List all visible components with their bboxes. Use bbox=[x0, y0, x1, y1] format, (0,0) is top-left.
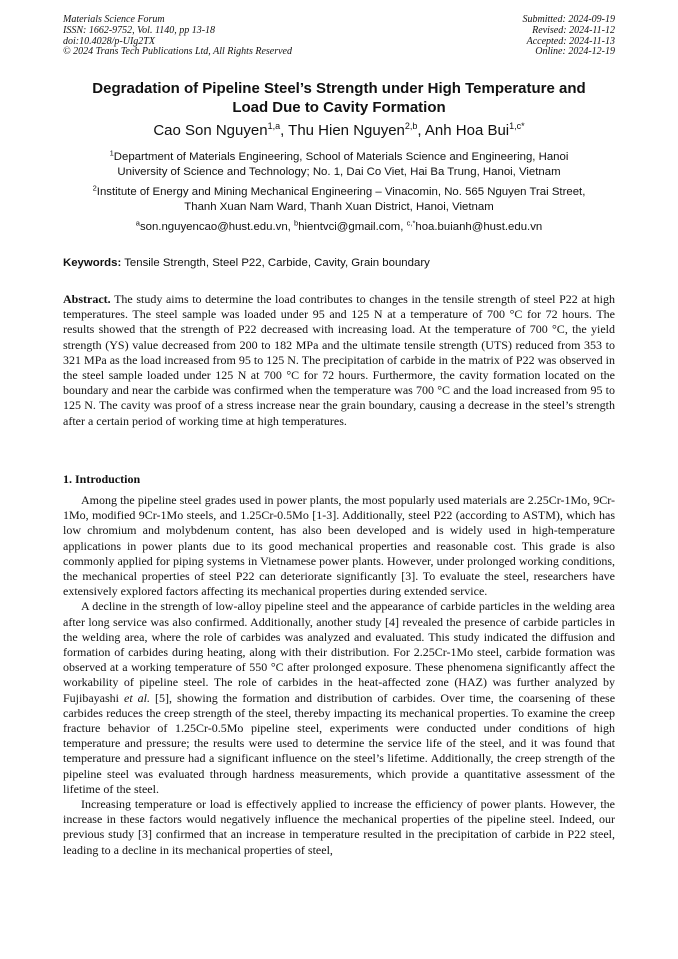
author-name: Cao Son Nguyen bbox=[153, 122, 268, 139]
author-name: Anh Hoa Bui bbox=[424, 122, 510, 139]
email-link[interactable]: hoa.buianh@hust.edu.vn bbox=[415, 221, 543, 233]
date-submitted: Submitted: 2024-09-19 bbox=[522, 14, 615, 25]
paper-title bbox=[63, 80, 615, 117]
author-list: Cao Son Nguyen$^{1,a}$, Thu Hien Nguyen$^{2,b}$, Anh Hoa Bui$^{1,c*}$ bbox=[153, 121, 525, 139]
date-accepted: Accepted: 2024-11-13 bbox=[526, 35, 615, 47]
section-heading-introduction: 1. Introduction bbox=[63, 472, 141, 486]
email-link[interactable]: hientvci@gmail.com bbox=[298, 221, 401, 233]
journal-header bbox=[63, 15, 292, 58]
affiliation-mark: 1 bbox=[109, 148, 114, 158]
paper-title-line: Degradation of Pipeline Steel’s Strength under High Temperature and bbox=[92, 80, 586, 97]
email-mark: a bbox=[135, 218, 140, 228]
keywords-text: Tensile Strength, Steel P22, Carbide, Cavity, Grain boundary bbox=[124, 257, 430, 269]
author-affiliation-mark: 1,c* bbox=[509, 121, 525, 131]
email-mark: b bbox=[294, 218, 299, 228]
paragraph: Among the pipeline steel grades used in power plants, the most popularly used materials are 2.25Cr-1Mo, 9Cr-1Mo, modified 9Cr-1Mo steels, and 1.25Cr-0.5Mo [1-3]. Additionally, steel P22 (according to ASTM), which has low chromium and molybdenum content, has also been developed and is widely used in high-temperature applications in power plants due to its good mechanical properties and reasonable cost. This grade is also commonly applied for piping systems in Vietnamese power plants. However, under prolonged working conditions, the mechanical properties of steel P22 can deteriorate significantly [3]. To evaluate the steel, researchers have extensively explored factors affecting its mechanical properties during extended service. bbox=[63, 493, 615, 599]
abstract-label: Abstract. bbox=[63, 292, 111, 306]
submission-dates bbox=[523, 15, 616, 58]
affiliation-text: Thanh Xuan Nam Ward, Thanh Xuan District, Hanoi, Vietnam bbox=[184, 200, 494, 213]
keywords-label: Keywords: bbox=[63, 257, 122, 269]
date-revised: Revised: 2024-11-12 bbox=[532, 24, 615, 36]
journal-issn: ISSN: 1662-9752, Vol. 1140, pp 13-18 bbox=[63, 24, 216, 36]
affiliation bbox=[63, 150, 615, 179]
author-name: Thu Hien Nguyen bbox=[288, 122, 405, 139]
email-list: $^a$son.nguyencao@hust.edu.vn, $^b$hientvci@gmail.com, $^{c,*}$hoa.buianh@hust.edu.vn bbox=[135, 218, 543, 233]
author-affiliation-mark: 2,b bbox=[404, 121, 418, 131]
journal-copyright: © 2024 Trans Tech Publications Ltd, All Rights Reserved bbox=[63, 46, 292, 58]
affiliation bbox=[63, 185, 615, 214]
affiliation-text: University of Science and Technology; No. 1, Dai Co Viet, Hai Ba Trung, Hanoi, Vietnam bbox=[117, 165, 561, 178]
date-online: Online: 2024-12-19 bbox=[535, 46, 615, 58]
paper-title-line: Load Due to Cavity Formation bbox=[232, 98, 446, 116]
affiliation-mark: 2 bbox=[92, 183, 97, 193]
author-affiliation-mark: 1,a bbox=[267, 121, 281, 131]
introduction-body bbox=[63, 493, 615, 858]
abstract bbox=[63, 292, 615, 429]
abstract-text: The study aims to determine the load contributes to changes in the tensile strength of steel P22 at high temperatures. The steel sample was loaded under 95 and 125 N at a temperature of 700 °C for 72 hours. The results showed that the strength of P22 decreased with increasing load. At the temperature of 700 °C, the yield strength (YS) value decreased from 200 to 182 MPa and the ultimate tensile strength (UTS) reduced from 353 to 321 MPa as the load increased from 95 to 125 N. The precipitation of carbide in the matrix of P22 was observed in the steel sample loaded under 125 N at 700 °C for 72 hours. Furthermore, the cavity formation located on the boundary and near the carbide was confirmed when the temperature was 700 °C and the load increased from 95 to 125 N. The cavity was proof of a stress increase near the grain boundary, causing a decrease in the steel’s strength after a certain period of working time at high temperatures. bbox=[63, 292, 615, 428]
email-mark: c,* bbox=[406, 218, 416, 228]
email-link[interactable]: son.nguyencao@hust.edu.vn bbox=[139, 221, 288, 233]
journal-doi[interactable]: doi:10.4028/p-UIg2TX bbox=[63, 35, 155, 47]
paragraph: Increasing temperature or load is effectively applied to increase the efficiency of power plants. However, the increase in these factors would negatively influence the mechanical properties of the pipeline steel. Indeed, our previous study [3] confirmed that an increase in temperature resulted in the precipitation of carbide in P22 steel, leading to a decline in its mechanical properties of steel, bbox=[63, 797, 615, 857]
paragraph: A decline in the strength of low-alloy pipeline steel and the appearance of carbide particles in the welding area after long service was also confirmed. Additionally, another study [4] revealed the presence of carbide particles in the welding area, where the role of carbides was analyzed and evaluated. This study indicated the diffusion and formation of carbides during heating, along with their distribution. For 2.25Cr-1Mo steel, carbide formation was observed at a working temperature of 550 °C after prolonged exposure. These phenomena significantly affect the workability of pipeline steel. The role of carbides in the heat-affected zone (HAZ) was further analyzed by Fujibayashi et al. [5], showing the formation and distribution of carbides. Over time, the coarsening of these carbides reduces the creep strength of the steel, thereby impacting its mechanical properties. To examine the creep fracture behavior of 1.25Cr-0.5Mo pipeline steel, experiments were conducted under conditions of high temperature and pressure; the results were used to determine the service life of the steel, and it was found that temperature and pressure had a significant influence on the steel’s lifetime. Additionally, the creep strength of the pipeline steel was evaluated through hardness measurements, which provide a quantitative assessment of the lifetime of the steel. bbox=[63, 599, 616, 796]
affiliation-text: Department of Materials Engineering, School of Materials Science and Engineering, Hanoi bbox=[113, 151, 569, 163]
affiliation-text: Institute of Energy and Mining Mechanical Engineering – Vinacomin, No. 565 Nguyen Trai Street, bbox=[96, 186, 586, 198]
journal-name: Materials Science Forum bbox=[63, 14, 165, 25]
keywords bbox=[63, 256, 615, 270]
